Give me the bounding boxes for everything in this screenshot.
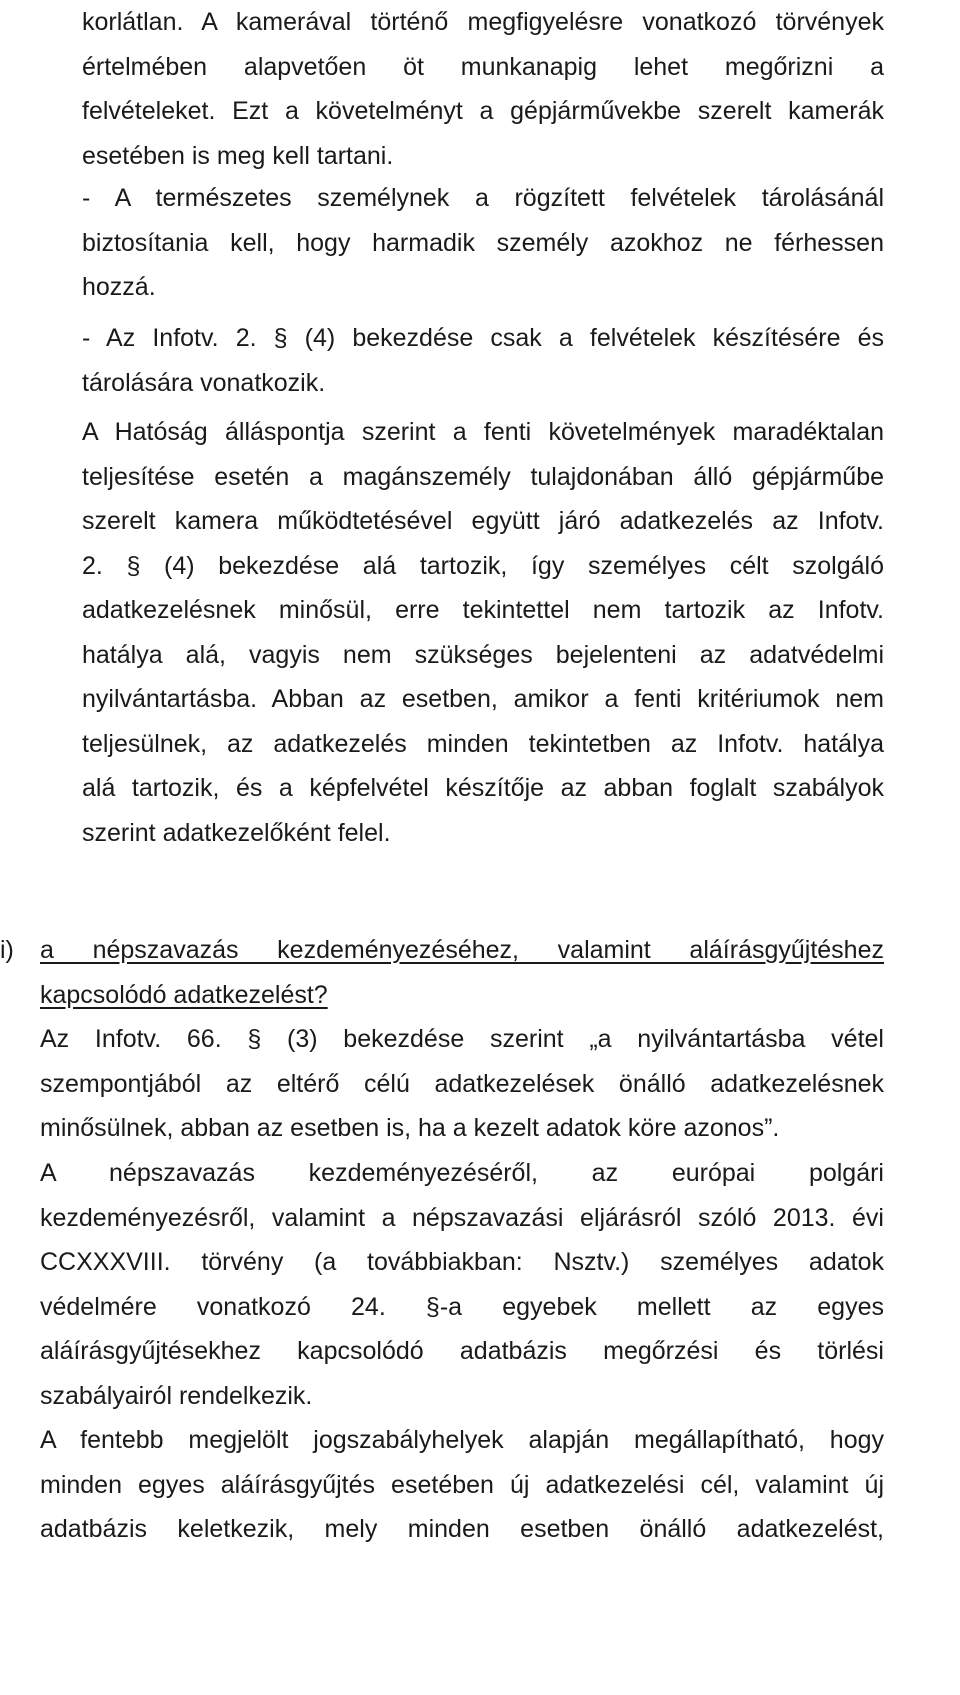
text-line: 2. § (4) bekezdése alá tartozik, így személyes célt szolgáló bbox=[82, 551, 884, 580]
text-line: szerint adatkezelőként felel. bbox=[82, 818, 391, 847]
text-line: Az Infotv. 66. § (3) bekezdése szerint „a nyilvántartásba vétel bbox=[40, 1025, 884, 1053]
text-line: alá tartozik, és a képfelvétel készítője az abban foglalt szabályok bbox=[82, 774, 884, 802]
text-line: - A természetes személynek a rögzített felvételek tárolásánál bbox=[82, 184, 884, 212]
paragraph-conclusion bbox=[40, 1418, 884, 1552]
text-line: hatálya alá, vagyis nem szükséges bejelenteni az adatvédelmi bbox=[82, 640, 884, 669]
paragraph-infotv-66 bbox=[40, 1017, 884, 1151]
bullet-infotv-scope bbox=[82, 316, 884, 405]
text-line: A Hatóság álláspontja szerint a fenti követelmények maradéktalan bbox=[82, 418, 884, 446]
text-line: hozzá. bbox=[82, 273, 156, 301]
text-line: - Az Infotv. 2. § (4) bekezdése csak a felvételek készítésére és bbox=[82, 324, 884, 352]
text-line: szempontjából az eltérő célú adatkezelések önálló adatkezelésnek bbox=[40, 1069, 884, 1098]
paragraph-camera-retention bbox=[82, 0, 884, 178]
heading-line: a népszavazás kezdeményezéséhez, valamint aláírásgyűjtéshez bbox=[40, 936, 884, 964]
text-line: védelmére vonatkozó 24. §-a egyebek mellett az egyes bbox=[40, 1292, 884, 1321]
text-line: A népszavazás kezdeményezéséről, az európai polgári bbox=[40, 1159, 884, 1187]
text-line: nyilvántartásba. Abban az esetben, amikor a fenti kritériumok nem bbox=[82, 685, 884, 713]
section-i-heading bbox=[40, 928, 884, 1017]
text-line: teljesülnek, az adatkezelés minden tekintetben az Infotv. hatálya bbox=[82, 729, 884, 758]
text-line: kezdeményezésről, valamint a népszavazási eljárásról szóló 2013. évi bbox=[40, 1203, 884, 1232]
text-line: tárolására vonatkozik. bbox=[82, 368, 326, 397]
text-line: aláírásgyűjtésekhez kapcsolódó adatbázis megőrzési és törlési bbox=[40, 1337, 884, 1365]
text-line: esetében is meg kell tartani. bbox=[82, 141, 394, 170]
text-line: minden egyes aláírásgyűjtés esetében új adatkezelési cél, valamint új bbox=[40, 1470, 884, 1499]
text-line: biztosítania kell, hogy harmadik személy azokhoz ne férhessen bbox=[82, 228, 884, 257]
list-marker-i: i) bbox=[0, 936, 14, 964]
text-line: értelmében alapvetően öt munkanapig lehet megőrizni a bbox=[82, 52, 884, 81]
text-line: minősülnek, abban az esetben is, ha a kezelt adatok köre azonos”. bbox=[40, 1114, 780, 1142]
text-line: szabályairól rendelkezik. bbox=[40, 1381, 313, 1410]
paragraph-nsztv bbox=[40, 1151, 884, 1418]
bullet-storage-requirement bbox=[82, 176, 884, 310]
text-line: CCXXXVIII. törvény (a továbbiakban: Nsztv.) személyes adatok bbox=[40, 1248, 884, 1276]
text-line: teljesítése esetén a magánszemély tulajdonában álló gépjárműbe bbox=[82, 462, 884, 491]
text-line: A fentebb megjelölt jogszabályhelyek alapján megállapítható, hogy bbox=[40, 1426, 884, 1454]
heading-line: kapcsolódó adatkezelést? bbox=[40, 980, 328, 1009]
paragraph-authority-position bbox=[82, 410, 884, 855]
text-line: adatkezelésnek minősül, erre tekintettel nem tartozik az Infotv. bbox=[82, 596, 884, 624]
text-line: szerelt kamera működtetésével együtt járó adatkezelés az Infotv. bbox=[82, 507, 884, 535]
text-line: adatbázis keletkezik, mely minden esetben önálló adatkezelést, bbox=[40, 1515, 884, 1543]
text-line: felvételeket. Ezt a követelményt a gépjárművekbe szerelt kamerák bbox=[82, 97, 884, 125]
text-line: korlátlan. A kamerával történő megfigyelésre vonatkozó törvények bbox=[82, 8, 884, 36]
